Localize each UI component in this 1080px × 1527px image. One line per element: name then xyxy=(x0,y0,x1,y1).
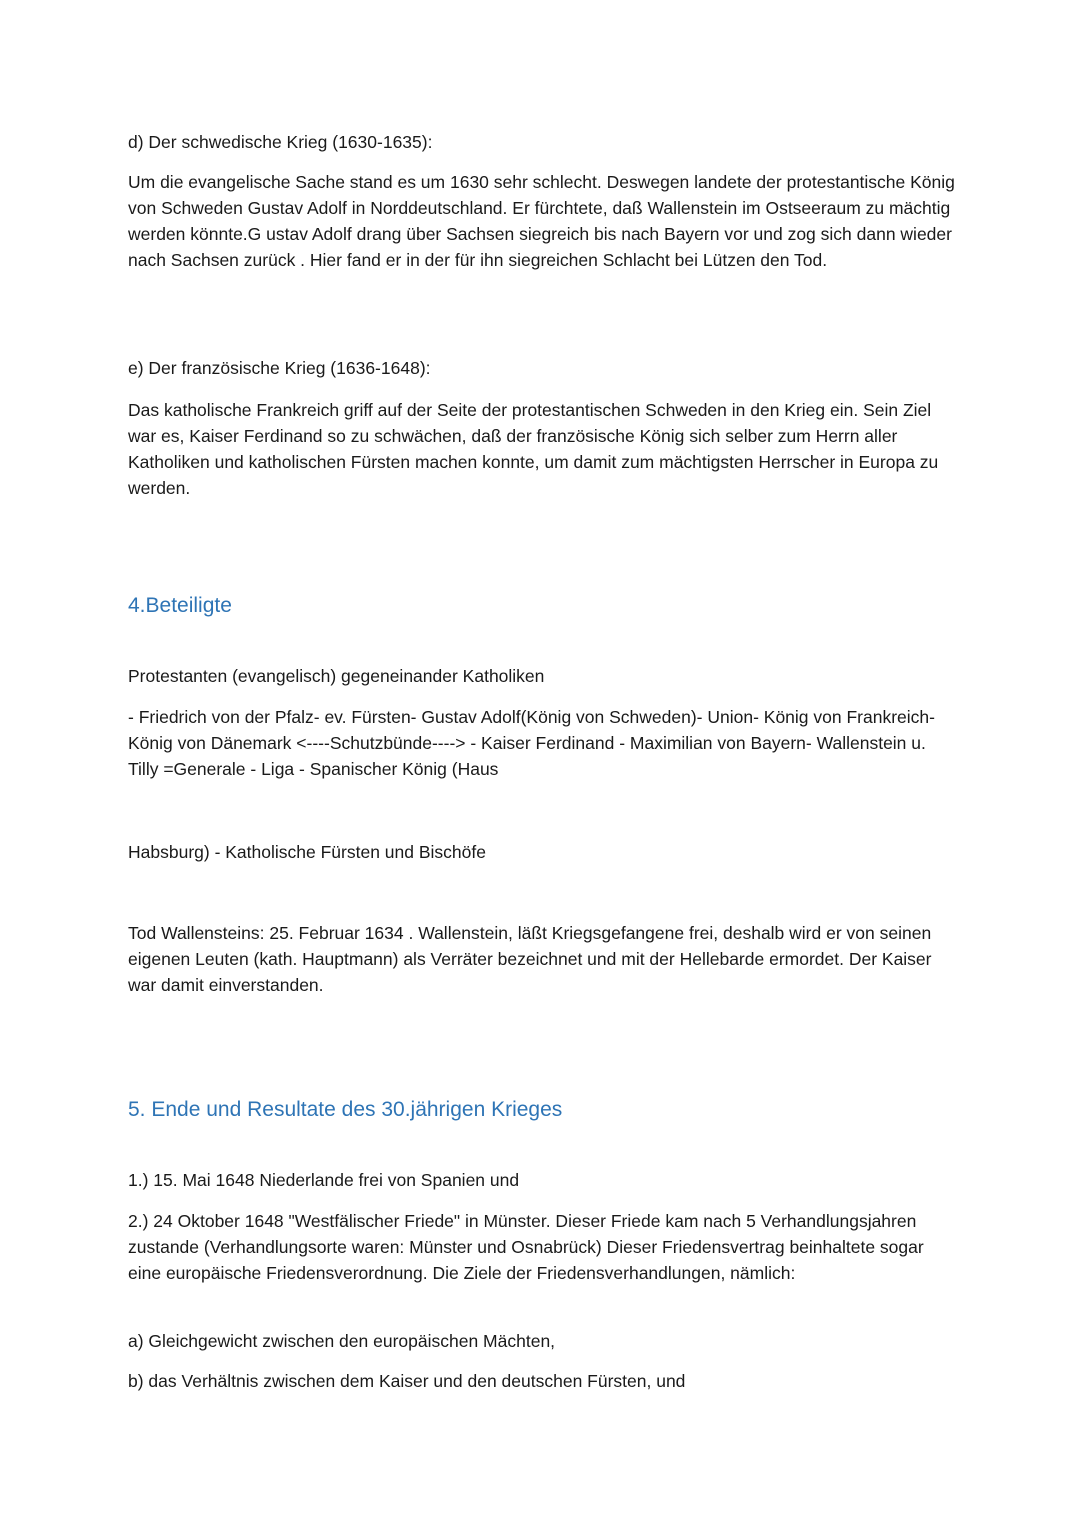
peace-goal-a: a) Gleichgewicht zwischen den europäischen Mächten, xyxy=(128,1331,556,1351)
french-war-paragraph: Das katholische Frankreich griff auf der Seite der protestantischen Schweden in den Krieg ein. Sein Ziel war es, Kaiser Ferdinand so zu schwächen, daß der französische König sich selber zum Herrn aller Katholiken und katholischen Fürsten machen konnte, um damit zum mächtigsten Herrscher in Europa zu werden. xyxy=(128,400,939,498)
end-results-heading: 5. Ende und Resultate des 30.jährigen Krieges xyxy=(128,1098,563,1121)
end-results-item-1: 1.) 15. Mai 1648 Niederlande frei von Spanien und xyxy=(128,1170,520,1190)
participants-list: - Friedrich von der Pfalz- ev. Fürsten- Gustav Adolf(König von Schweden)- Union- König von Frankreich- König von Dänemark <----Schutzbünde----> - Kaiser Ferdinand - Maximilian von Bayern- Wallenstein u. Tilly =Generale - Liga - Spanischer König (Haus xyxy=(128,707,935,779)
swedish-war-title: d) Der schwedische Krieg (1630-1635): xyxy=(128,132,433,152)
end-results-item-2: 2.) 24 Oktober 1648 "Westfälischer Friede" in Münster. Dieser Friede kam nach 5 Verhandlungsjahren zustande (Verhandlungsorte waren: Münster und Osnabrück) Dieser Friedensvertrag beinhaltete sogar eine europäische Friedensverordnung. Die Ziele der Friedensverhandlungen, nämlich: xyxy=(128,1211,924,1283)
wallenstein-death-paragraph: Tod Wallensteins: 25. Februar 1634 . Wallenstein, läßt Kriegsgefangene frei, deshalb wird er von seinen eigenen Leuten (kath. Hauptmann) als Verräter bezeichnet und mit der Hellebarde ermordet. Der Kaiser war damit einverstanden. xyxy=(128,923,932,995)
peace-goal-b: b) das Verhältnis zwischen dem Kaiser und den deutschen Fürsten, und xyxy=(128,1371,686,1391)
participants-list-continued: Habsburg) - Katholische Fürsten und Bischöfe xyxy=(128,842,486,862)
swedish-war-paragraph: Um die evangelische Sache stand es um 1630 sehr schlecht. Deswegen landete der protestantische König von Schweden Gustav Adolf in Norddeutschland. Er fürchtete, daß Wallenstein im Ostseeraum zu mächtig werden könnte.G ustav Adolf drang über Sachsen siegreich bis nach Bayern vor und zog sich dann wieder nach Sachsen zurück . Hier fand er in der für ihn siegreichen Schlacht bei Lützen den Tod. xyxy=(128,172,955,270)
french-war-title: e) Der französische Krieg (1636-1648): xyxy=(128,358,431,378)
participants-heading: 4.Beteiligte xyxy=(128,594,232,617)
participants-intro: Protestanten (evangelisch) gegeneinander Katholiken xyxy=(128,666,545,686)
